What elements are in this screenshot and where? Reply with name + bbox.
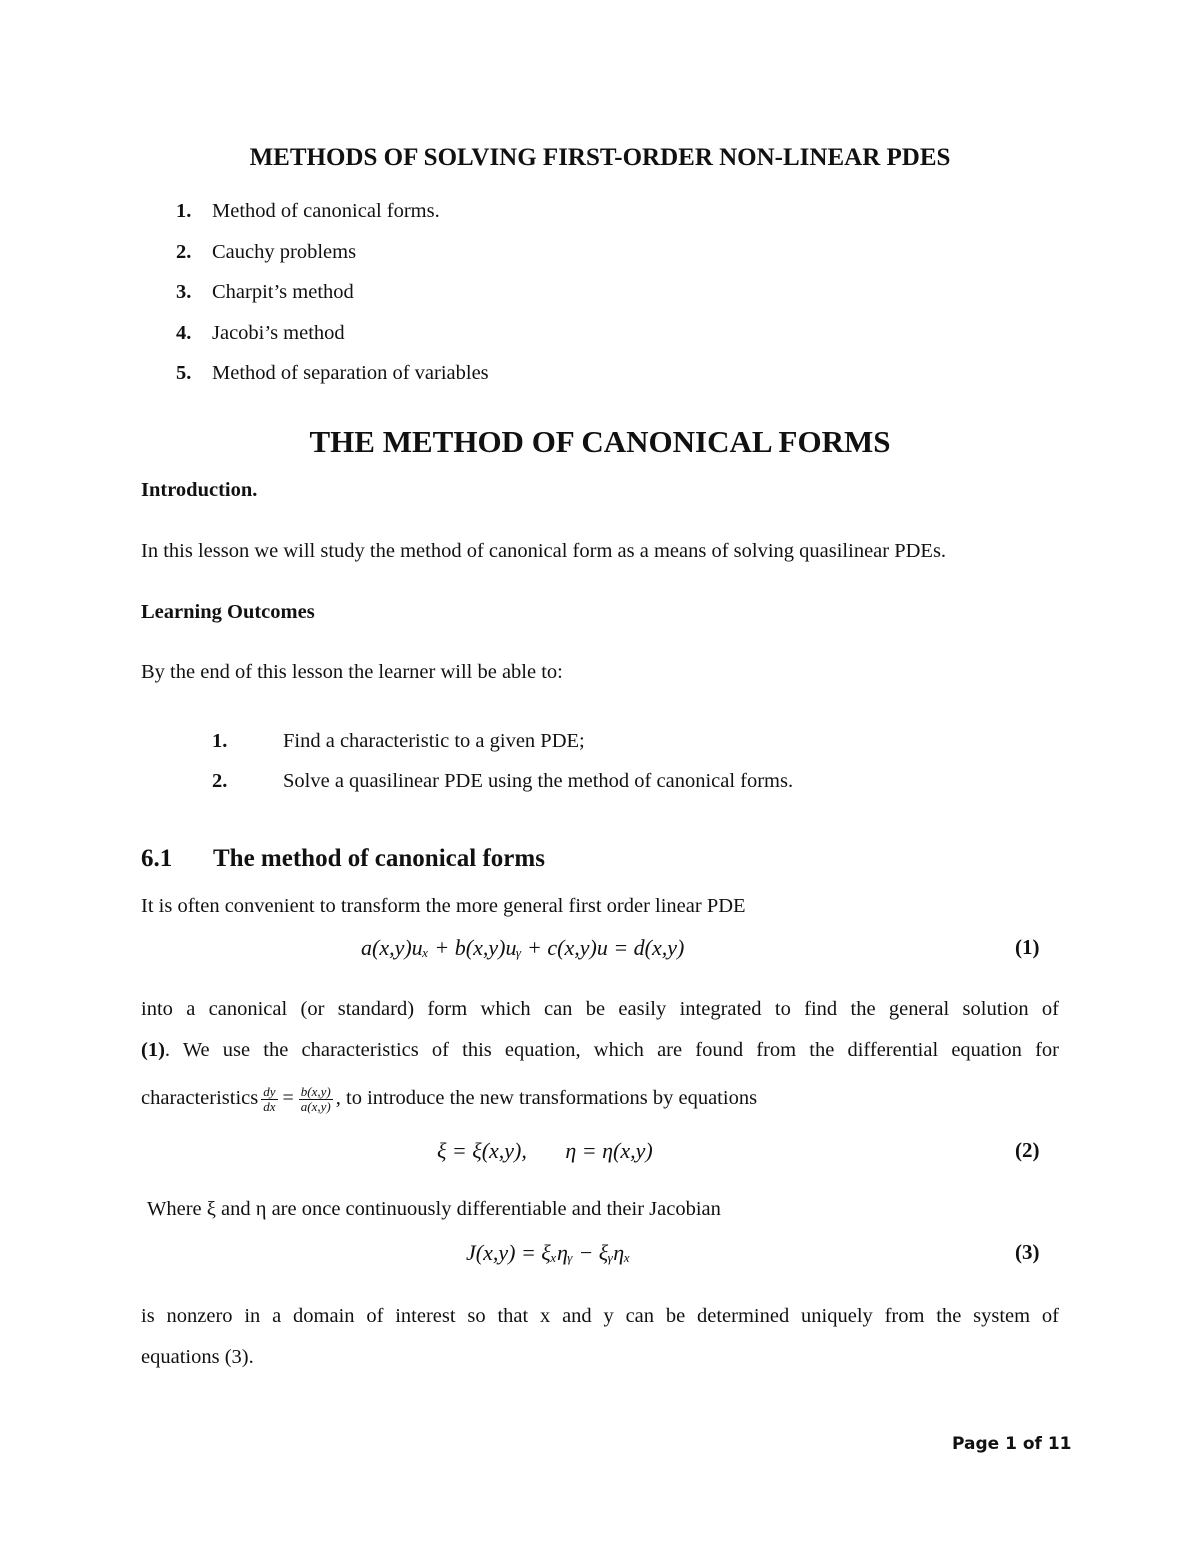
equation-1-number: (1) [1015,935,1040,959]
list-item: 3. Charpit’s method [176,281,354,303]
list-item: 1. Find a characteristic to a given PDE; [212,730,585,752]
page-number: Page 1 of 11 [952,1434,1072,1454]
list-item: 5. Method of separation of variables [176,362,489,384]
list-item: 4. Jacobi’s method [176,321,345,344]
subsection-number: 6.1 [141,845,173,872]
paragraph-3: Where ξ and η are once continuously differentiable and their Jacobian [147,1198,721,1220]
list-item: 2. Cauchy problems [176,240,357,263]
document-title: METHODS OF SOLVING FIRST-ORDER NON-LINEAR PDES [249,144,951,171]
intro-heading: Introduction. [141,479,258,501]
subsection-title: The method of canonical forms [213,845,545,872]
paragraph-2-line-1: into a canonical (or standard) form which can be easily integrated to find the general solution of [141,998,1059,1020]
fraction-b-over-a: $\frac{b(x,y)}{a(x,y)}$ [300,1083,331,1114]
equation-2: ξ = ξ(x,y), η = η(x,y) [437,1138,653,1163]
paragraph-4-line-2: equations (3). [141,1346,254,1368]
methods-list [176,191,489,394]
paragraph-2-line-2: (1). We use the characteristics of this equation, which are found from the differential equation for [141,1039,1059,1061]
fraction-dy-dx: $\frac{dy}{dx}$ [263,1083,276,1114]
equation-3-number: (3) [1015,1240,1040,1264]
equation-ref: (1) [141,1039,165,1061]
paragraph-4-line-1: is nonzero in a domain of interest so that x and y can be determined uniquely from the system of [141,1305,1059,1327]
section-title: THE METHOD OF CANONICAL FORMS [309,424,891,459]
equation-1: a(x,y)uₓ + b(x,y)uᵧ + c(x,y)u = d(x,y) [361,935,685,960]
equation-3: J(x,y) = ξₓηᵧ − ξᵧηₓ [466,1240,631,1265]
equation-2-number: (2) [1015,1138,1040,1162]
outcomes-heading: Learning Outcomes [141,601,315,623]
list-item: 1. Method of canonical forms. [176,200,440,222]
paragraph-1: It is often convenient to transform the more general first order linear PDE [141,895,746,917]
intro-text: In this lesson we will study the method of canonical form as a means of solving quasilinear PDEs. [141,540,947,562]
outcomes-list [212,721,793,801]
outcomes-lead: By the end of this lesson the learner will be able to: [141,661,563,683]
list-item: 2. Solve a quasilinear PDE using the method of canonical forms. [212,770,794,792]
subsection-heading [141,845,545,873]
paragraph-2-line-3: characteristics $\frac{dy}{dx}$ = $\frac{b(x,y)}{a(x,y)}$ , to introduce the new transformations by equations [141,1083,758,1114]
